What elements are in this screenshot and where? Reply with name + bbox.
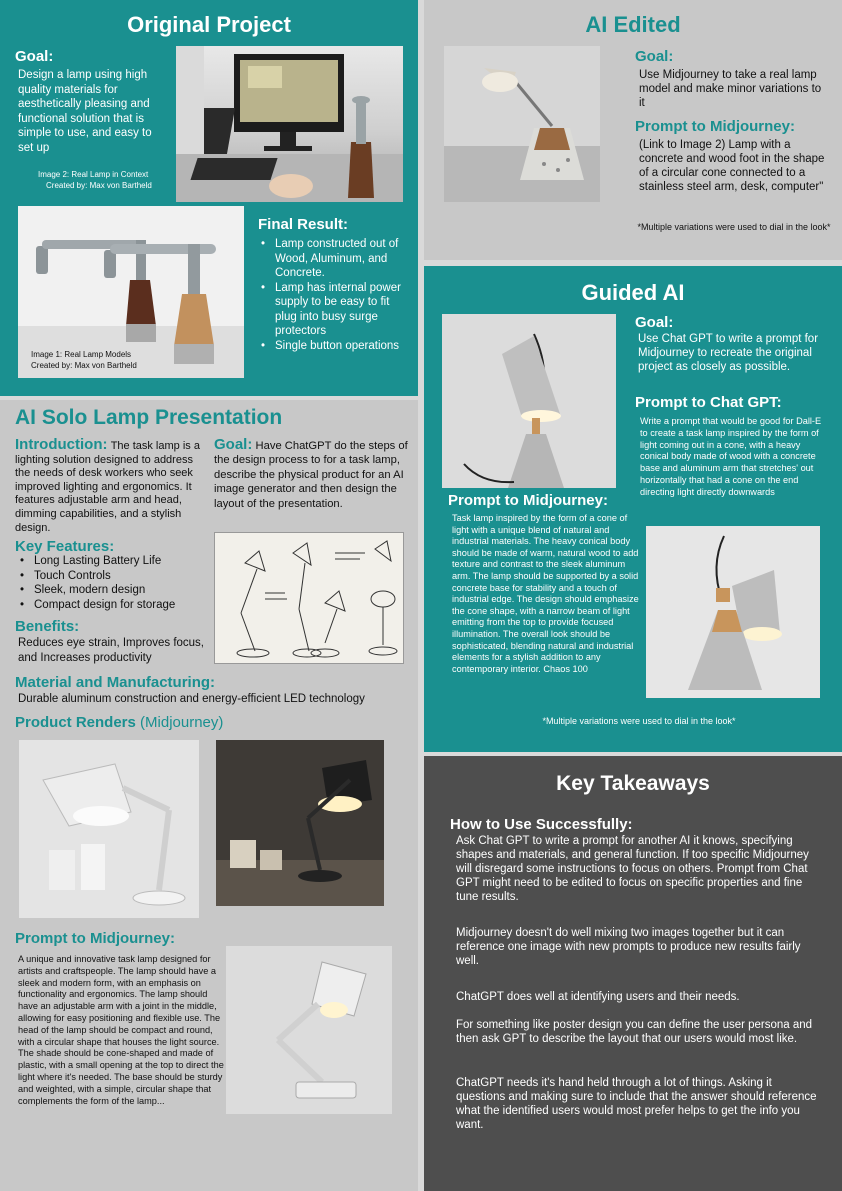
key-takeaways-title: Key Takeaways bbox=[556, 772, 710, 795]
takeaway-p3: ChatGPT does well at identifying users and their needs. bbox=[456, 991, 740, 1003]
ai-edited-lamp-image bbox=[444, 46, 600, 202]
ai-edited-title: AI Edited bbox=[585, 12, 681, 37]
takeaway-p4: For something like poster design you can define the user persona and then ask GPT to describe the layout that our users would most like. bbox=[456, 1019, 813, 1045]
ai-edited-goal-label: Goal: bbox=[635, 48, 674, 65]
ai-edited-panel bbox=[424, 0, 842, 260]
guided-lamp-image-1 bbox=[442, 314, 616, 488]
solo-prompt-label: Prompt to Midjourney: bbox=[15, 930, 175, 947]
original-goal-text: Design a lamp using high quality materials for aesthetically pleasing and functional solution that is simple to use, and easy to set up bbox=[18, 69, 152, 154]
original-project-title: Original Project bbox=[127, 12, 291, 37]
feature-item: • Touch Controls bbox=[18, 569, 210, 584]
lamp-sketch-image bbox=[214, 532, 404, 664]
solo-material-text: Durable aluminum construction and energy-efficient LED technology bbox=[18, 693, 365, 705]
solo-benefits-text: Reduces eye strain, Improves focus, and Increases productivity bbox=[18, 637, 204, 664]
real-lamp-models-image bbox=[18, 206, 244, 378]
image1-caption-1: Image 1: Real Lamp Models bbox=[31, 350, 132, 359]
ai-edited-prompt-label: Prompt to Midjourney: bbox=[635, 118, 795, 135]
feature-item: • Compact design for storage bbox=[18, 598, 210, 613]
image1-caption-2: Created by: Max von Bartheld bbox=[31, 361, 137, 370]
guided-lamp-image-2 bbox=[646, 526, 820, 698]
solo-intro-text: The task lamp is a lighting solution designed to address the needs of desk workers who seek improved lighting and ergonomics. It features adjustable arm and head, dimming capabilities, and a stylish design. bbox=[15, 440, 200, 534]
solo-prompt-text: A unique and innovative task lamp designed for artists and craftspeople. The lamp should have a sleek and modern form, with an emphasis on functionality and ergonomics. The lamp should have an adjustable arm with a joint in the middle, allowing for easy positioning and flexible use. The head of the lamp should be compact and round, with a circular shape that houses the light source. The shade should be cone-shaped and made of plastic, with a small opening at the top to direct the light where it's needed. The base should be sturdy and weighted, with a simple, circular shape that complements the form of the lamp... bbox=[18, 954, 224, 1106]
guided-ai-title: Guided AI bbox=[581, 280, 685, 305]
takeaway-p5: ChatGPT needs it's hand held through a lot of things. Asking it questions and making sure to include that the answer should reference what the identified users would most prefer helps to get the info you want. bbox=[456, 1077, 817, 1131]
solo-renders-sub: (Midjourney) bbox=[140, 714, 224, 731]
guided-ai-panel bbox=[424, 266, 842, 752]
solo-features-list bbox=[18, 554, 210, 612]
takeaway-p2: Midjourney doesn't do well mixing two images together but it can reference one image with new prompts to produce new results fairly well. bbox=[456, 927, 801, 967]
original-goal-label: Goal: bbox=[15, 48, 54, 65]
solo-goal-text: Have ChatGPT do the steps of the design process to for a task lamp, describe the physical product for an AI image generator and then design the layout of the presentation. bbox=[214, 440, 408, 510]
final-item: • Lamp has internal power supply to be easy to fit plug into busy surge protectors bbox=[259, 281, 409, 339]
real-lamp-in-context-image bbox=[176, 46, 403, 202]
guided-prompt-mj-label: Prompt to Midjourney: bbox=[448, 492, 608, 509]
render-image-3 bbox=[226, 946, 392, 1114]
render-image-1 bbox=[19, 740, 199, 918]
final-result-label: Final Result: bbox=[258, 216, 349, 233]
solo-renders-label: Product Renders bbox=[15, 714, 136, 731]
guided-prompt-gpt-label: Prompt to Chat GPT: bbox=[635, 394, 782, 411]
solo-renders-heading bbox=[15, 714, 223, 731]
how-to-label: How to Use Successfully: bbox=[450, 816, 633, 833]
feature-item: • Sleek, modern design bbox=[18, 583, 210, 598]
solo-intro-label: Introduction: bbox=[15, 436, 108, 453]
ai-solo-title: AI Solo Lamp Presentation bbox=[15, 406, 283, 429]
ai-solo-panel bbox=[0, 400, 418, 1191]
image2-caption-2: Created by: Max von Bartheld bbox=[46, 181, 152, 190]
feature-item: • Long Lasting Battery Life bbox=[18, 554, 210, 569]
final-item: • Lamp constructed out of Wood, Aluminum, and Concrete. bbox=[259, 237, 409, 281]
final-item: • Single button operations bbox=[259, 339, 409, 354]
key-takeaways-panel bbox=[424, 756, 842, 1191]
guided-prompt-gpt-text: Write a prompt that would be good for Dall-E to create a task lamp inspired by the form of light coming out in a cone, with a heavy conical body made of wood with a concrete base and aluminum arm that stretches' out horizontally that had a cone on the end directing light directly downwards bbox=[640, 416, 822, 497]
original-project-panel bbox=[0, 0, 418, 396]
ai-edited-note: *Multiple variations were used to dial in the look* bbox=[637, 222, 831, 232]
ai-edited-goal-text: Use Midjourney to take a real lamp model and make minor variations to it bbox=[639, 69, 822, 109]
solo-intro-block bbox=[15, 438, 207, 535]
solo-material-label: Material and Manufacturing: bbox=[15, 674, 216, 691]
render-image-2 bbox=[216, 740, 384, 906]
solo-features-label: Key Features: bbox=[15, 538, 115, 555]
guided-goal-text: Use Chat GPT to write a prompt for Midjourney to recreate the original project as closely as possible. bbox=[638, 333, 819, 373]
guided-note: *Multiple variations were used to dial in the look* bbox=[542, 716, 736, 726]
final-result-list bbox=[259, 237, 409, 353]
solo-goal-label: Goal: bbox=[214, 436, 253, 453]
guided-goal-label: Goal: bbox=[635, 314, 674, 331]
takeaway-p1: Ask Chat GPT to write a prompt for another AI it knows, specifying shapes and materials, and general function. If too specific Midjourney will disregard some instructions to focus on others. Prompt from Chat GPT might need to be edited to focus on specific properties and fine tune results. bbox=[456, 835, 809, 903]
ai-edited-prompt-text: (Link to Image 2) Lamp with a concrete and wood foot in the shape of a circular cone connected to a stainless steel arm, desk, computer" bbox=[639, 139, 825, 193]
image2-caption-1: Image 2: Real Lamp in Context bbox=[38, 170, 149, 179]
solo-goal-block bbox=[214, 438, 410, 511]
guided-prompt-mj-text: Task lamp inspired by the form of a cone of light with a unique blend of natural and industrial materials. The heavy conical body should be made of warm, natural wood to add texture and contrast to the sleek aluminum arm. The lamp should be supported by a solid concrete base for stability and a touch of industrial edge. The design should emphasize the cone shape, with a narrow beam of light emitting from the top to provide focused illumination. The overall look should be sophisticated, blending natural and industrial elements for a stylish addition to any contemporary interior. Chaos 100 bbox=[452, 513, 639, 674]
solo-benefits-label: Benefits: bbox=[15, 618, 80, 635]
